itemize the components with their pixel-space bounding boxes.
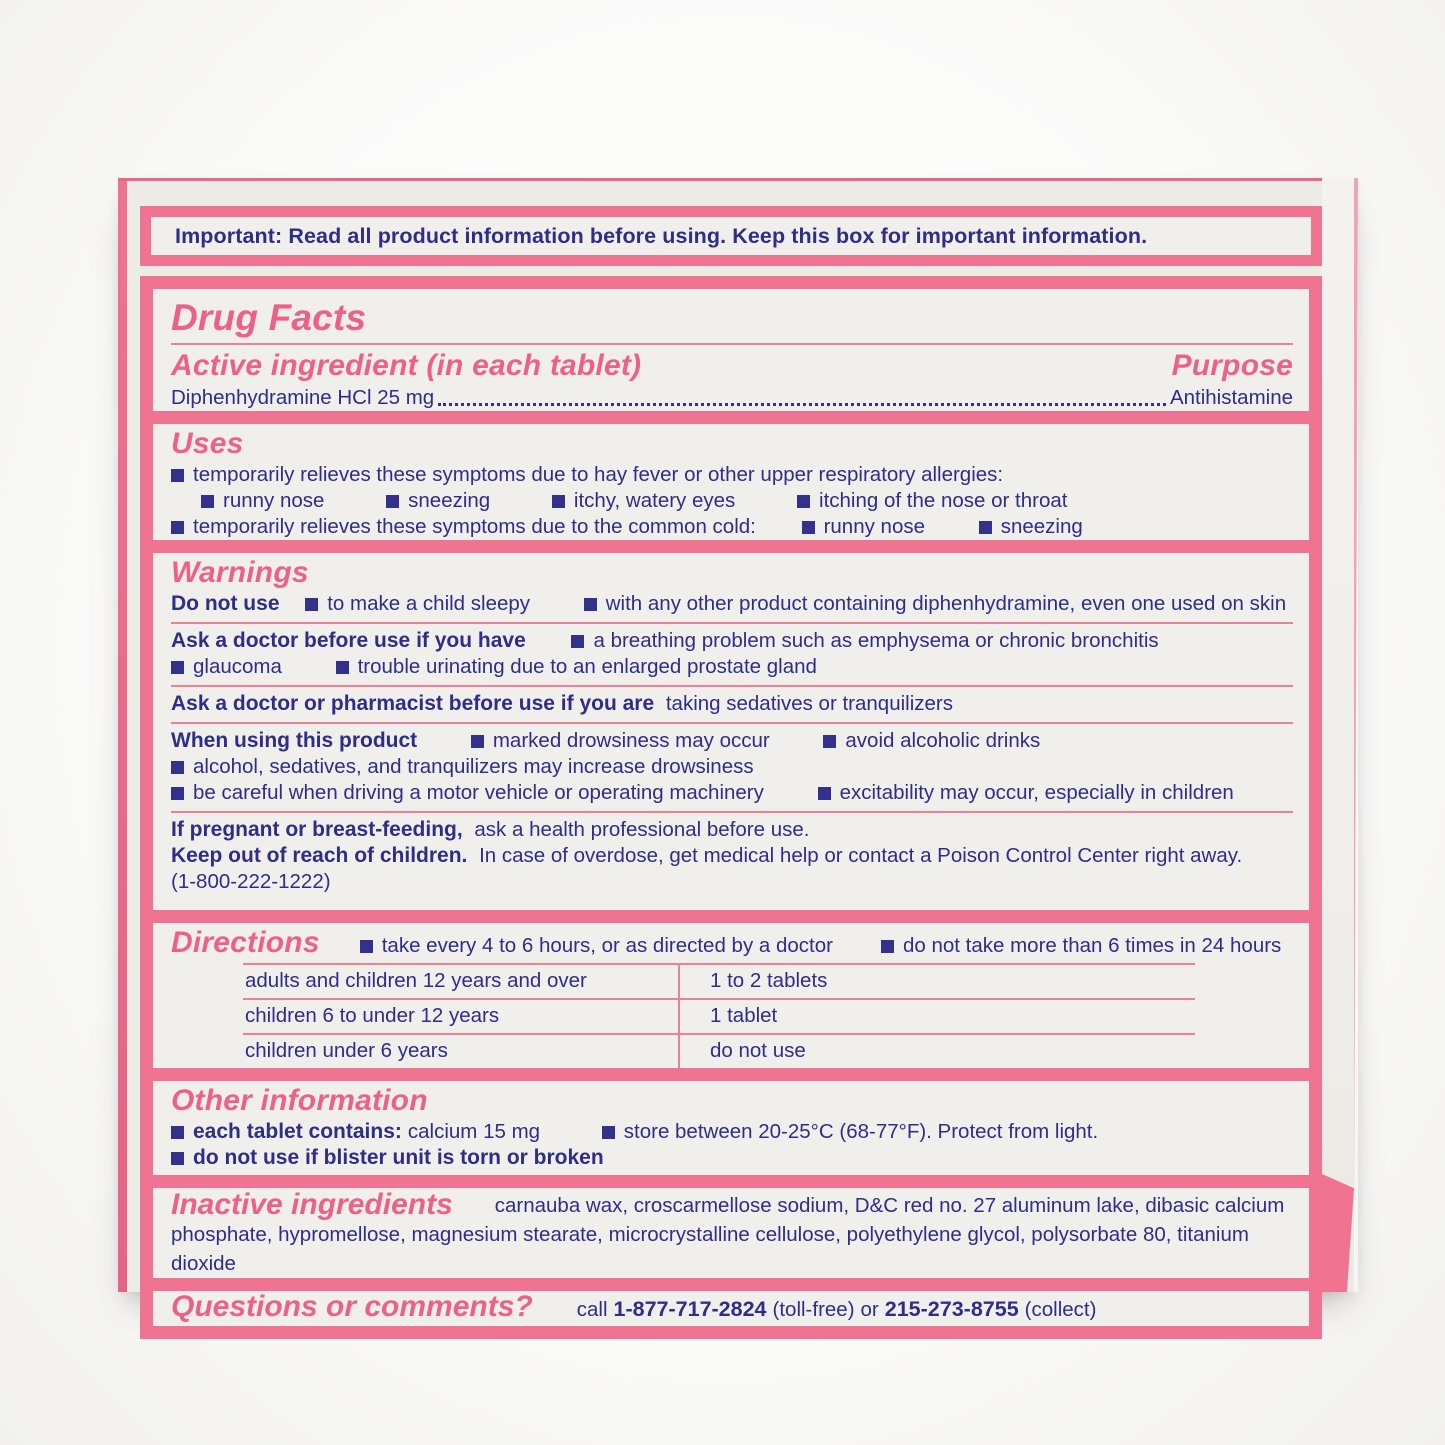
active-ingredient-heading: Active ingredient (in each tablet) — [171, 349, 642, 382]
warnings-ask-doctor: Ask a doctor before use if you have a breathing problem such as emphysema or chronic bronchitis — [171, 629, 1159, 652]
other-info-title: Other information — [171, 1084, 428, 1117]
bullet-square-icon — [602, 1126, 615, 1139]
divider-rule — [171, 811, 1293, 813]
bullet-square-icon — [979, 521, 992, 534]
warnings-when-using-3: be careful when driving a motor vehicle or operating machinery excitability may occur, especially in children — [171, 780, 1293, 806]
bullet-square-icon — [171, 761, 184, 774]
age-group-cell: adults and children 12 years and over — [243, 965, 680, 998]
drug-facts-title: Drug Facts — [171, 297, 367, 338]
bullet-square-icon — [881, 940, 894, 953]
inactive-ingredients-list: carnauba wax, croscarmellose sodium, D&C red no. 27 aluminum lake, dibasic calcium phosphate, hypromellose, magnesium stearate, microcrystalline cellulose, polyethylene glycol, polysorbate 80, titanium dioxide — [171, 1194, 1285, 1275]
bullet-square-icon — [571, 635, 584, 648]
section-separator — [153, 1175, 1309, 1188]
dose-cell: 1 to 2 tablets — [710, 969, 828, 992]
section-drug-facts — [153, 289, 1309, 411]
inactive-ingredients-title: Inactive ingredients — [171, 1188, 453, 1221]
ask-pharmacist-label: Ask a doctor or pharmacist before use if you are — [171, 692, 655, 715]
other-info-line-2: do not use if blister unit is torn or broken — [171, 1145, 1293, 1171]
section-inactive-ingredients — [153, 1188, 1309, 1278]
section-warnings — [153, 553, 1309, 910]
warnings-do-not-use: Do not use to make a child sleepy with any other product containing diphenhydramine, even one used on skin — [171, 592, 1287, 615]
section-separator — [153, 910, 1309, 923]
bullet-square-icon — [360, 940, 373, 953]
purpose-value: Antihistamine — [1169, 386, 1293, 409]
questions-title: Questions or comments? — [171, 1290, 533, 1323]
warnings-children: Keep out of reach of children. In case of overdose, get medical help or contact a Poison Control Center right away. — [171, 844, 1243, 867]
bullet-square-icon — [802, 521, 815, 534]
warnings-ask-pharmacist: Ask a doctor or pharmacist before use if you are taking sedatives or tranquilizers — [171, 692, 953, 715]
section-questions: Questions or comments? call 1-877-717-2824 (toll-free) or 215-273-8755 (collect) — [153, 1291, 1309, 1326]
dotted-leader — [438, 403, 1166, 406]
collect-phone-number: 215-273-8755 — [884, 1297, 1019, 1321]
section-separator — [153, 411, 1309, 424]
bullet-square-icon — [171, 787, 184, 800]
keep-out-label: Keep out of reach of children. — [171, 844, 468, 867]
other-info-line-1: each tablet contains: calcium 15 mg store between 20-25°C (68-77°F). Protect from light. — [171, 1119, 1293, 1145]
bullet-square-icon — [386, 495, 399, 508]
inactive-ingredients-paragraph — [171, 1190, 1293, 1278]
bullet-square-icon — [584, 598, 597, 611]
ingredient-name: Diphenhydramine HCl 25 mg — [171, 386, 435, 409]
warnings-pregnant: If pregnant or breast-feeding, ask a health professional before use. — [171, 818, 810, 841]
table-row — [243, 998, 1195, 1033]
bullet-square-icon — [201, 495, 214, 508]
bullet-square-icon — [171, 469, 184, 482]
section-separator — [153, 540, 1309, 553]
ask-doctor-label: Ask a doctor before use if you have — [171, 629, 526, 652]
warnings-poison-phone: (1-800-222-1222) — [171, 870, 331, 893]
label-area — [140, 206, 1322, 1339]
important-banner — [140, 206, 1322, 266]
divider-rule — [171, 622, 1293, 624]
bullet-square-icon — [823, 735, 836, 748]
section-directions: Directions take every 4 to 6 hours, or as directed by a doctor do not take more than 6 times in 24 hours adults and children 12 years and over 1 to 2 tablets children 6 to under 12 years 1 tablet children under 6 years do not use — [153, 923, 1309, 1068]
section-uses — [153, 424, 1309, 540]
age-group-cell: children 6 to under 12 years — [243, 1000, 680, 1033]
uses-cold-line: temporarily relieves these symptoms due to the common cold: runny nose sneezing — [171, 514, 1293, 540]
section-other-information — [153, 1081, 1309, 1175]
dose-cell: do not use — [710, 1039, 806, 1062]
bullet-square-icon — [818, 787, 831, 800]
pregnant-label: If pregnant or breast-feeding, — [171, 818, 463, 841]
warnings-when-using: When using this product marked drowsiness may occur avoid alcoholic drinks — [171, 729, 1041, 752]
box-right-side-panel — [1322, 178, 1358, 1292]
warnings-when-using-2: alcohol, sedatives, and tranquilizers may increase drowsiness — [171, 754, 1293, 780]
bullet-square-icon — [797, 495, 810, 508]
bullet-square-icon — [552, 495, 565, 508]
uses-title: Uses — [171, 427, 244, 460]
drug-facts-label — [140, 276, 1322, 1339]
box-back-panel — [118, 178, 1322, 1323]
box-side-pink-area — [1322, 1174, 1354, 1292]
tollfree-phone-number: 1-877-717-2824 — [613, 1297, 767, 1321]
dosage-table — [243, 963, 1195, 1068]
medicine-box-back — [118, 178, 1358, 1323]
table-row — [243, 963, 1195, 998]
warnings-title: Warnings — [171, 556, 309, 589]
divider-rule — [171, 722, 1293, 724]
contains-label: each tablet contains: — [193, 1120, 402, 1143]
bullet-square-icon — [171, 521, 184, 534]
divider-rule — [171, 685, 1293, 687]
when-using-label: When using this product — [171, 729, 418, 752]
uses-allergy-line: temporarily relieves these symptoms due to hay fever or other upper respiratory allergies: — [171, 462, 1293, 488]
important-banner-text: Important: Read all product information before using. Keep this box for important information. — [175, 223, 1148, 248]
section-separator — [153, 1068, 1309, 1081]
bullet-square-icon — [171, 661, 184, 674]
bullet-square-icon — [471, 735, 484, 748]
active-ingredient-row — [171, 385, 1293, 411]
dose-cell: 1 tablet — [710, 1004, 778, 1027]
bullet-square-icon — [171, 1126, 184, 1139]
bullet-square-icon — [171, 1152, 184, 1165]
do-not-use-label: Do not use — [171, 592, 280, 615]
divider-rule — [171, 343, 1293, 345]
uses-allergy-symptoms: runny nose sneezing itchy, watery eyes itching of the nose or throat — [171, 488, 1293, 514]
table-row — [243, 1033, 1195, 1068]
box-left-fold-edge — [118, 181, 127, 1292]
directions-title: Directions — [171, 926, 320, 959]
purpose-heading: Purpose — [1171, 349, 1293, 382]
warnings-ask-doctor-2: glaucoma trouble urinating due to an enlarged prostate gland — [171, 654, 1293, 680]
age-group-cell: children under 6 years — [243, 1035, 680, 1068]
bullet-square-icon — [305, 598, 318, 611]
bullet-square-icon — [336, 661, 349, 674]
